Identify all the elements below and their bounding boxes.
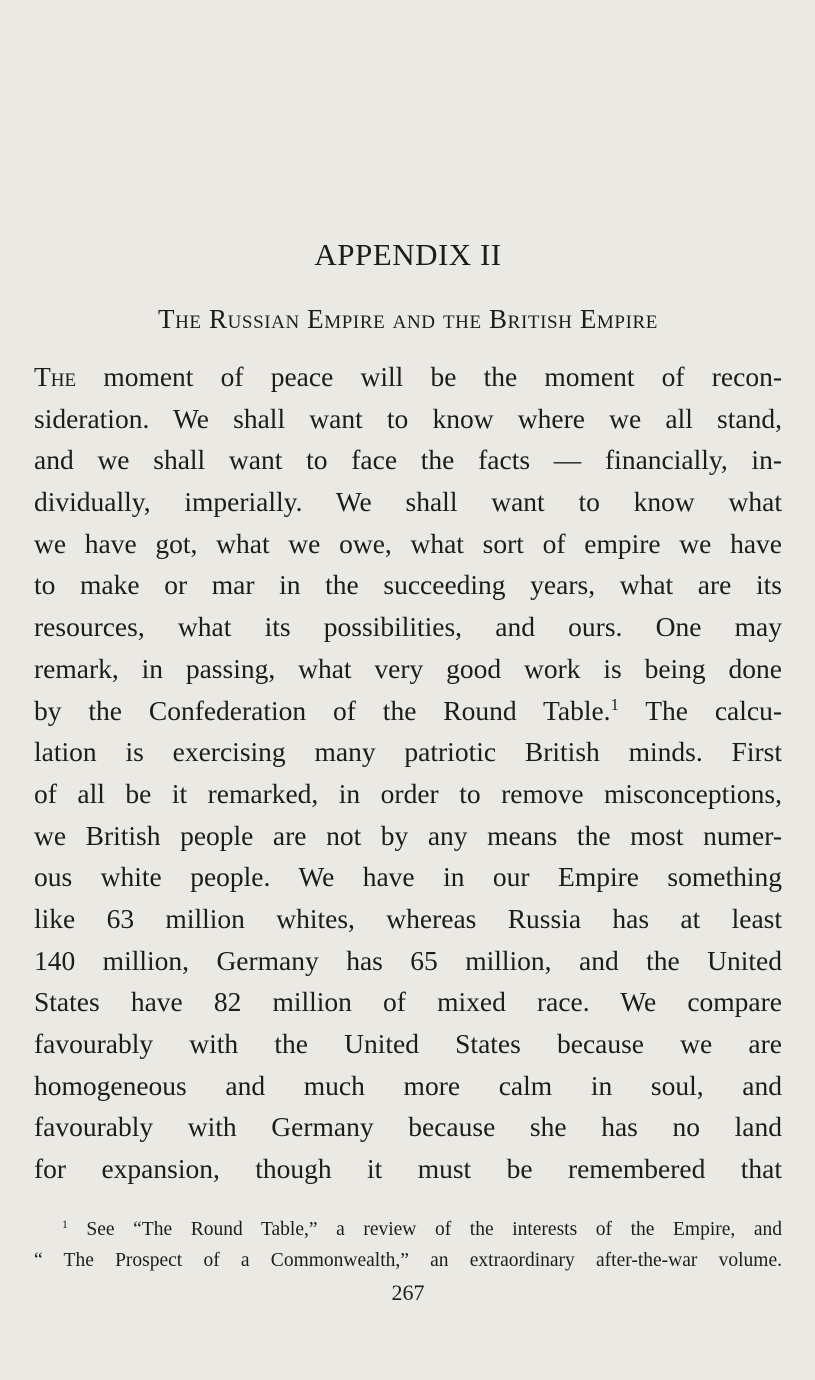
footnote-line-1-text: See “The Round Table,” a review of the interests of the Empire, and [67,1219,782,1240]
body-line-4: dividually, imperially. We shall want to know what [34,486,782,518]
body-line-8: remark, in passing, what very good work is being done [34,652,782,684]
section-title: The Russian Empire and the British Empire [158,304,658,334]
body-line-13: ous white people. We have in our Empire something [34,861,782,893]
body-line-7: resources, what its possibilities, and ours. One may [34,611,782,643]
opening-word: The [34,361,77,392]
body-line-3: and we shall want to face the facts — financially, in- [34,444,782,476]
body-line-9-tail: The calcu- [618,694,782,726]
footnote-line-1 [34,1214,782,1245]
body-line-1-text: moment of peace will be the moment of recon- [76,361,782,392]
body-line-1 [34,356,782,398]
body-line-18: homogeneous and much more calm in soul, and [34,1069,782,1101]
body-line-9 [34,690,782,732]
body-line-17: favourably with the United States because we are [34,1028,782,1059]
book-page [34,0,782,1380]
body-line-16: States have 82 million of mixed race. We compare [34,986,782,1018]
body-line-12: we British people are not by any means the most numer- [34,819,782,851]
body-line-20: for expansion, though it must be remembered that [34,1153,782,1185]
body-line-9-text: by the Confederation of the Round Table. [34,694,611,726]
body-line-15: 140 million, Germany has 65 million, and the United [34,944,782,976]
appendix-heading: APPENDIX II [314,237,502,272]
body-line-5: we have got, what we owe, what sort of empire we have [34,527,782,559]
page-number: 267 [391,1280,425,1305]
body-line-10: lation is exercising many patriotic British minds. First [34,736,782,768]
footnote-line-2: “ The Prospect of a Commonwealth,” an extraordinary after-the-war volume. [34,1250,782,1271]
body-text [34,356,782,1190]
body-line-14: like 63 million whites, whereas Russia has at least [34,902,782,934]
body-line-2: sideration. We shall want to know where we all stand, [34,402,782,434]
body-line-6: to make or mar in the succeeding years, what are its [34,569,782,601]
footnote [34,1214,782,1276]
footnote-marker: 1 [62,1217,68,1231]
footnote-reference: 1 [610,694,619,714]
body-line-19: favourably with Germany because she has no land [34,1111,782,1143]
body-line-11: of all be it remarked, in order to remove misconceptions, [34,777,782,809]
